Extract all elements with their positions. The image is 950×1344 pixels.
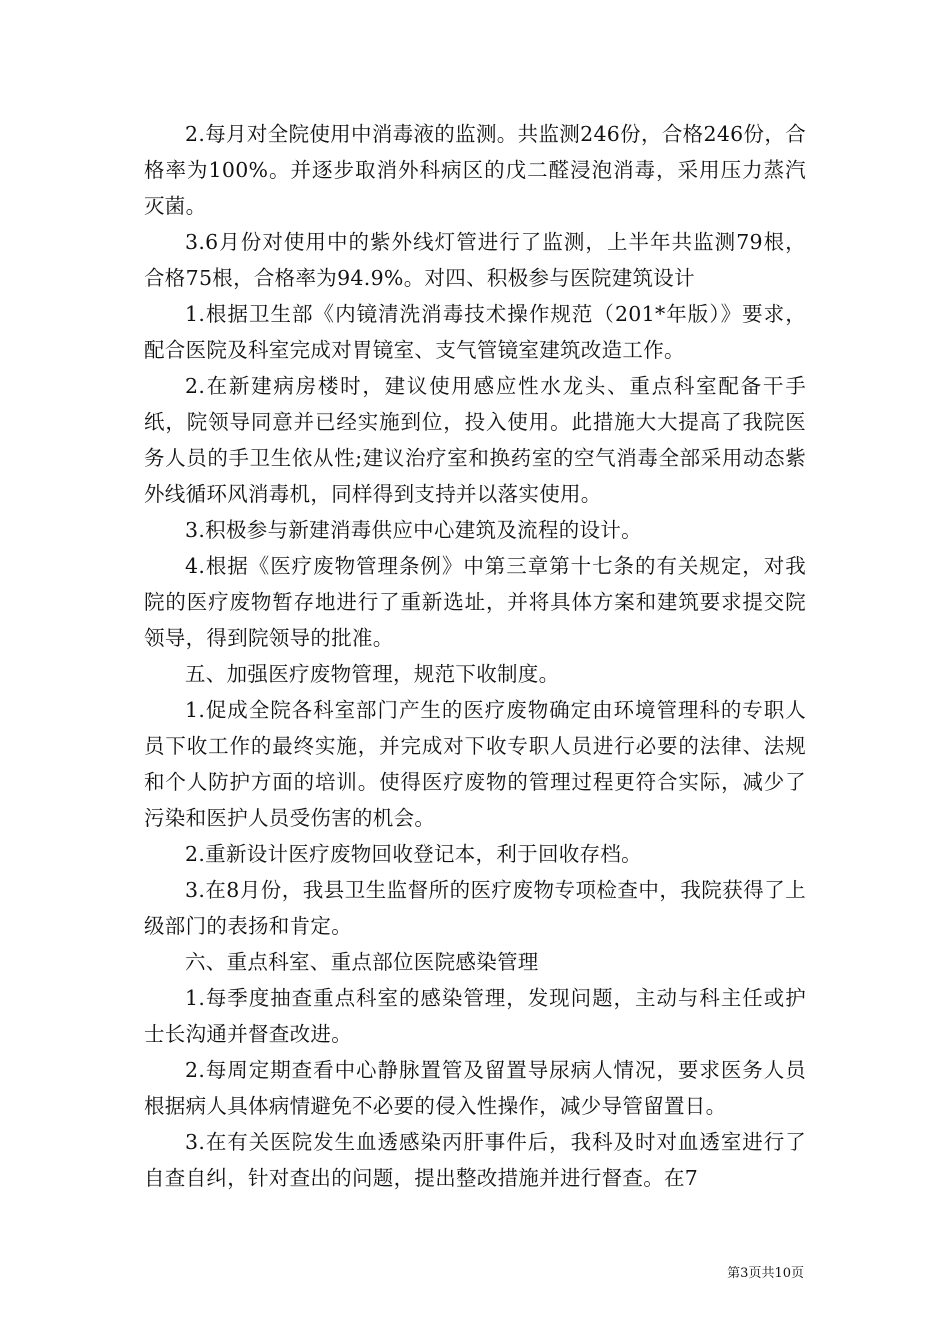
paragraph: 4.根据《医疗废物管理条例》中第三章第十七条的有关规定，对我院的医疗废物暂存地进行了重新选址，并将具体方案和建筑要求提交院领导，得到院领导的批准。 (144, 554, 806, 650)
paragraph: 2.每周定期查看中心静脉置管及留置导尿病人情况，要求医务人员根据病人具体病情避免不必要的侵入性操作，减少导管留置日。 (144, 1058, 806, 1118)
paragraph: 3.6月份对使用中的紫外线灯管进行了监测，上半年共监测79根，合格75根，合格率为94.9%。对四、积极参与医院建筑设计 (144, 230, 806, 290)
paragraph: 2.每月对全院使用中消毒液的监测。共监测246份，合格246份，合格率为100%。并逐步取消外科病区的戊二醛浸泡消毒，采用压力蒸汽灭菌。 (144, 122, 806, 218)
paragraph: 2.在新建病房楼时，建议使用感应性水龙头、重点科室配备干手纸，院领导同意并已经实施到位，投入使用。此措施大大提高了我院医务人员的手卫生依从性;建议治疗室和换药室的空气消毒全部采用动态紫外线循环风消毒机，同样得到支持并以落实使用。 (144, 374, 806, 506)
paragraph: 3.在有关医院发生血透感染丙肝事件后，我科及时对血透室进行了自查自纠，针对查出的问题，提出整改措施并进行督查。在7 (144, 1130, 806, 1190)
paragraph: 3.在8月份，我县卫生监督所的医疗废物专项检查中，我院获得了上级部门的表扬和肯定。 (144, 878, 806, 938)
section-heading: 六、重点科室、重点部位医院感染管理 (185, 950, 539, 974)
paragraph: 1.促成全院各科室部门产生的医疗废物确定由环境管理科的专职人员下收工作的最终实施，并完成对下收专职人员进行必要的法律、法规和个人防护方面的培训。使得医疗废物的管理过程更符合实际，减少了污染和医护人员受伤害的机会。 (144, 698, 806, 830)
paragraph: 1.每季度抽查重点科室的感染管理，发现问题，主动与科主任或护士长沟通并督查改进。 (144, 986, 806, 1046)
paragraph: 2.重新设计医疗废物回收登记本，利于回收存档。 (185, 842, 642, 866)
section-heading: 五、加强医疗废物管理，规范下收制度。 (185, 662, 560, 686)
paragraph: 3.积极参与新建消毒供应中心建筑及流程的设计。 (185, 518, 642, 542)
document-body (144, 116, 806, 1196)
paragraph: 1.根据卫生部《内镜清洗消毒技术操作规范（201*年版）》要求，配合医院及科室完成对胃镜室、支气管镜室建筑改造工作。 (144, 302, 806, 362)
page-number: 第3页共10页 (727, 1266, 804, 1281)
